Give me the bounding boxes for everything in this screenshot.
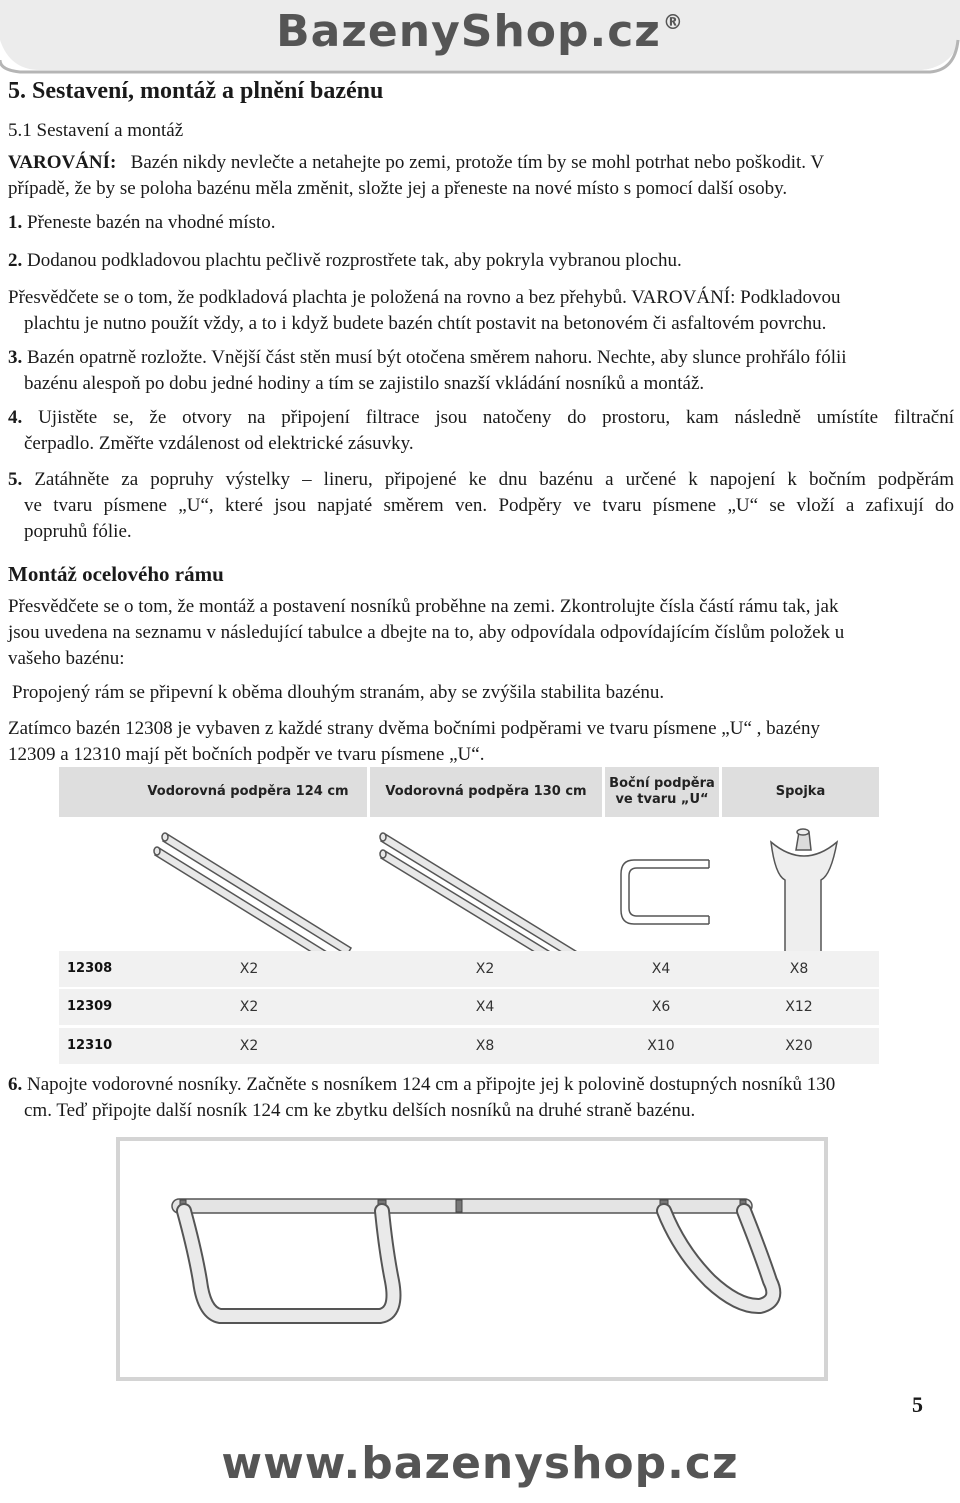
step-5: 5. Zatáhněte za popruhy výstelky – lineru, připojené ke dnu bazénu a určené k napojení k bočním podpěrám ve tvaru písmene „U“, které jsou napjaté směrem ven. Podpěry ve tvaru písmene „U“ se vloží a zafixují do popruhů fólie. <box>8 469 954 542</box>
beam-124-illustration <box>154 833 351 969</box>
step-2: 2. Dodanou podkladovou plachtu pečlivě rozprostřete tak, aby pokryla vybranou plochu. <box>8 250 682 271</box>
subsection-title: 5.1 Sestavení a montáž <box>8 120 184 141</box>
u-support-illustration <box>621 860 709 924</box>
frame-stability-note: Propojený rám se připevní k oběma dlouhým stranám, aby se zvýšila stabilita bazénu. <box>12 682 665 703</box>
frame-intro: Přesvědčete se o tom, že montáž a postavení nosníků proběhne na zemi. Zkontrolujte čísla částí rámu tak, jak jsou uvedena na seznamu v následující tabulce a dbejte na to, aby odpovídala odpovídajícím číslům položek u vašeho bazénu: <box>8 596 845 669</box>
footer-url: www.bazenyshop.cz <box>221 1438 739 1489</box>
header-beam-130: Vodorovná podpěra 130 cm <box>385 784 587 799</box>
header-beam-124: Vodorovná podpěra 124 cm <box>147 784 349 799</box>
brand-logo: BazenyShop.cz ® <box>276 6 684 57</box>
step-3: 3. Bazén opatrně rozložte. Vnější část stěn musí být otočena směrem nahoru. Nechte, aby slunce prohřálo fólii bazénu alespoň po dobu jedné hodiny a tím se zajistilo snazší vkládání nosníků a montáž. <box>8 347 847 394</box>
frame-supports-note: Zatímco bazén 12308 je vybaven z každé strany dvěma bočními podpěrami ve tvaru písmene „U“ , bazény 12309 a 12310 mají pět bočních podpěr ve tvaru písmene „U“. <box>8 718 820 765</box>
warning-block: VAROVÁNÍ: Bazén nikdy nevlečte a netahejte po zemi, protože tím by se mohl potrhat nebo poškodit. V případě, že by se poloha bazénu měla změnit, složte jej a přeneste na nové místo s pomocí další osoby. <box>8 152 825 199</box>
table-row: 12310 X2 X8 X10 X20 <box>59 1028 879 1064</box>
frame-section-title: Montáž ocelového rámu <box>8 562 224 586</box>
frame-drawing <box>120 1141 824 1377</box>
parts-table <box>59 767 879 1067</box>
step-4: 4. Ujistěte se, že otvory na připojení filtrace jsou natočeny do prostoru, kam následně umístíte filtrační čerpadlo. Změřte vzdálenost od elektrické zásuvky. <box>8 407 954 454</box>
step-1: 1. Přeneste bazén na vhodné místo. <box>8 212 276 233</box>
section-title: 5. Sestavení, montáž a plnění bazénu <box>8 78 384 104</box>
table-row: 12308 X2 X2 X4 X8 <box>59 951 879 987</box>
step-2-note: Přesvědčete se o tom, že podkladová plachta je položená na rovno a bez přehybů. VAROVÁNÍ: Podkladovou plachtu je nutno použít vždy, a to i když budete bazén chtít postavit na betonovém či asfaltovém povrchu. <box>8 287 841 334</box>
page-number: 5 <box>912 1392 923 1417</box>
step-6: 6. Napojte vodorovné nosníky. Začněte s nosníkem 124 cm a připojte jej k polovině dostupných nosníků 130 cm. Teď připojte další nosník 124 cm ke zbytku delších nosníků na druhé straně bazénu. <box>8 1074 836 1121</box>
warning-label: VAROVÁNÍ: <box>8 152 117 173</box>
header-u-support: Boční podpěra ve tvaru „U“ <box>609 776 715 807</box>
header-connector: Spojka <box>775 784 826 799</box>
table-row: 12309 X2 X4 X6 X12 <box>59 989 879 1025</box>
frame-assembly-illustration <box>116 1137 828 1381</box>
